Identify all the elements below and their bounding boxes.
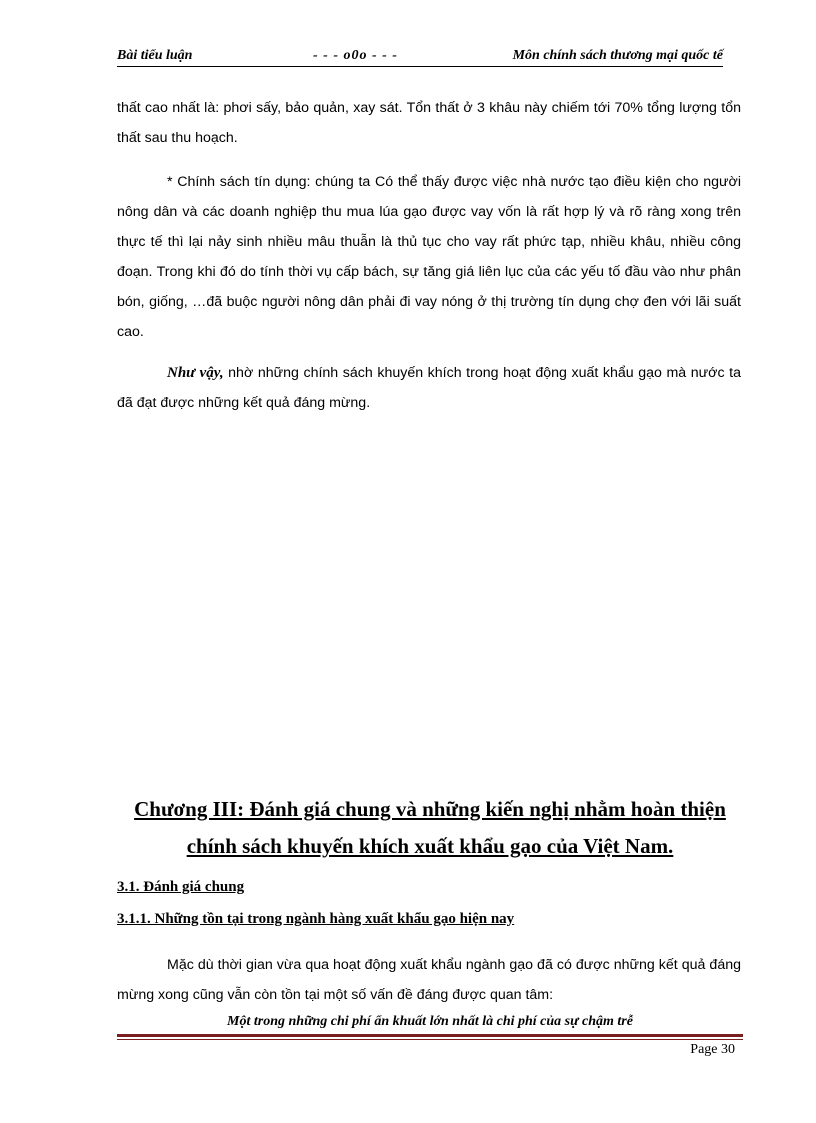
conclusion-lead: Như vậy,	[167, 365, 224, 381]
header-rule	[117, 66, 723, 67]
section-heading-3-1-1: 3.1.1. Những tồn tại trong ngành hàng xuất khẩu gạo hiện nay	[117, 911, 515, 927]
section-heading-3-1: 3.1. Đánh giá chung	[117, 879, 245, 895]
paragraph-conclusion	[117, 358, 741, 418]
paragraph-loss-stages: thất cao nhất là: phơi sấy, bảo quản, xay sát. Tổn thất ở 3 khâu này chiếm tới 70% tổng lượng tổn thất sau thu hoạch.	[117, 100, 741, 146]
header-left-title: Bài tiểu luận	[117, 48, 193, 63]
footer-rule-thick	[117, 1034, 743, 1037]
header-ornament: - - - o0o - - -	[313, 48, 398, 63]
conclusion-rest: nhờ những chính sách khuyến khích trong hoạt động xuất khẩu gạo mà nước ta đã đạt được những kết quả đáng mừng.	[117, 365, 741, 411]
header-right-title: Môn chính sách thương mại quốc tế	[512, 48, 723, 63]
chapter-title	[117, 791, 743, 865]
paragraph-credit-policy: * Chính sách tín dụng: chúng ta Có thể thấy được việc nhà nước tạo điều kiện cho người nông dân và các doanh nghiệp thu mua lúa gạo được vay vốn là rất hợp lý và rõ ràng xong trên thực tế thì lại nảy sinh nhiều mâu thuẫn là thủ tục cho vay rất phức tạp, nhiều khâu, nhiều công đoạn. Trong khi đó do tính thời vụ cấp bách, sự tăng giá liên lục của các yếu tố đầu vào như phân bón, giống, …đã buộc người nông dân phải đi vay nóng ở thị trường tín dụng chợ đen với lãi suất cao.	[117, 174, 741, 340]
page-number: Page 30	[690, 1042, 735, 1057]
footer-quote: Một trong những chi phí ẩn khuất lớn nhất là chi phí của sự chậm trễ	[227, 1014, 633, 1029]
chapter-title-line-1: Chương III: Đánh giá chung và những kiến nghị nhằm hoàn thiện	[134, 797, 726, 821]
chapter-title-line-2: chính sách khuyến khích xuất khẩu gạo của Việt Nam.	[186, 834, 674, 858]
paragraph-issues-intro: Mặc dù thời gian vừa qua hoạt động xuất khẩu ngành gạo đã có được những kết quả đáng mừng xong cũng vẫn còn tồn tại một số vấn đề đáng được quan tâm:	[117, 957, 741, 1003]
footer-rule-thin	[117, 1039, 743, 1040]
page-header	[117, 48, 740, 68]
